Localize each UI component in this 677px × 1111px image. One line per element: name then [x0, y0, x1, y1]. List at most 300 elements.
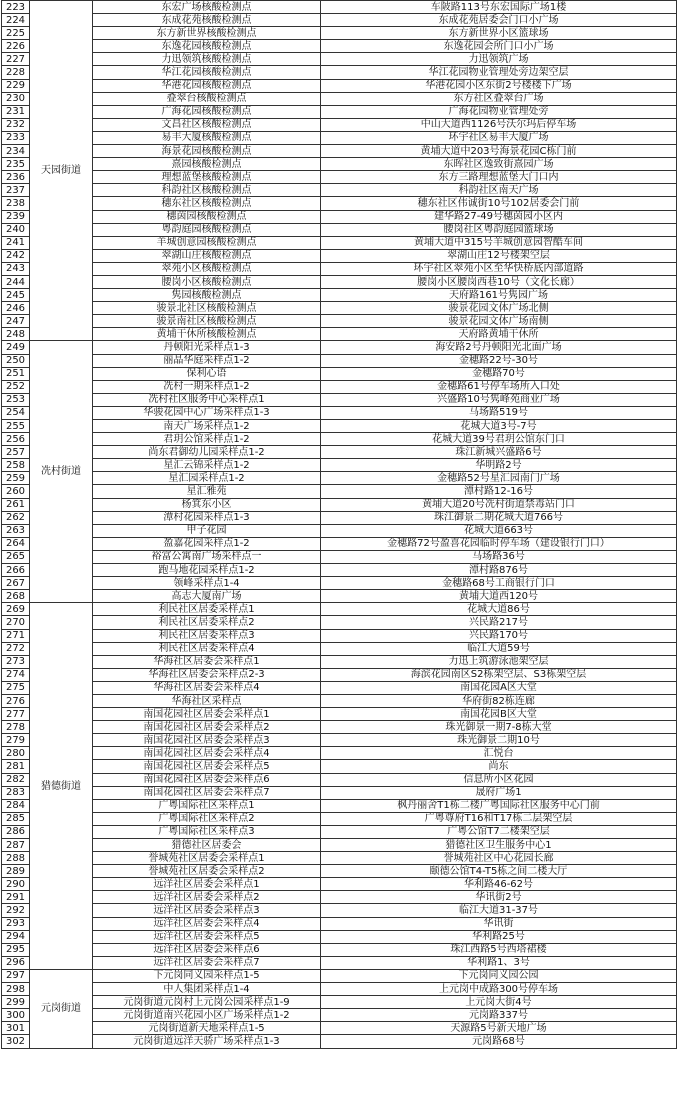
row-number-cell: 268 [2, 590, 30, 603]
site-name-cell: 翠湖山庄核酸检测点 [93, 249, 321, 262]
site-name-cell: 翠苑小区核酸检测点 [93, 262, 321, 275]
table-row [2, 341, 677, 354]
site-name-cell: 广粤国际社区采样点3 [93, 825, 321, 838]
table-row [2, 655, 677, 668]
row-number-cell: 258 [2, 459, 30, 472]
site-name-cell: 易丰大厦核酸检测点 [93, 131, 321, 144]
site-name-cell: 海景花园核酸检测点 [93, 145, 321, 158]
table-row [2, 943, 677, 956]
site-name-cell: 利民社区居委采样点1 [93, 603, 321, 616]
site-name-cell: 广粤国际社区采样点2 [93, 812, 321, 825]
site-address-cell: 兴民路170号 [321, 629, 677, 642]
table-row [2, 184, 677, 197]
row-number-cell: 270 [2, 616, 30, 629]
row-number-cell: 267 [2, 577, 30, 590]
table-row [2, 642, 677, 655]
site-address-cell: 华利路25号 [321, 930, 677, 943]
row-number-cell: 261 [2, 498, 30, 511]
row-number-cell: 263 [2, 524, 30, 537]
row-number-cell: 246 [2, 302, 30, 315]
street-name-cell: 冼村街道 [30, 341, 93, 603]
table-row [2, 694, 677, 707]
site-name-cell: 广粤国际社区采样点1 [93, 799, 321, 812]
table-row [2, 249, 677, 262]
site-name-cell: 保利心语 [93, 367, 321, 380]
site-name-cell: 杨箕东小区 [93, 498, 321, 511]
site-name-cell: 理想蓝堡核酸检测点 [93, 171, 321, 184]
site-name-cell: 东宏广场核酸检测点 [93, 1, 321, 14]
row-number-cell: 256 [2, 433, 30, 446]
site-address-cell: 珠光御景二期10号 [321, 734, 677, 747]
street-name-cell: 天园街道 [30, 1, 93, 341]
table-row [2, 197, 677, 210]
site-name-cell: 南国花园社区居委会采样点2 [93, 721, 321, 734]
row-number-cell: 301 [2, 1022, 30, 1035]
site-address-cell: 临江大道31-37号 [321, 904, 677, 917]
site-address-cell: 华府街82栋连廊 [321, 694, 677, 707]
site-address-cell: 华利路46-62号 [321, 878, 677, 891]
table-row [2, 629, 677, 642]
table-row [2, 1022, 677, 1035]
row-number-cell: 296 [2, 956, 30, 969]
site-address-cell: 汇悦台 [321, 747, 677, 760]
table-row [2, 983, 677, 996]
row-number-cell: 265 [2, 550, 30, 563]
site-address-cell: 腰岗小区腰岗西巷10号（文化长廊） [321, 275, 677, 288]
table-row [2, 118, 677, 131]
site-name-cell: 盈嘉花园采样点1-2 [93, 537, 321, 550]
table-row [2, 786, 677, 799]
row-number-cell: 269 [2, 603, 30, 616]
site-address-cell: 穗东社区伟诚街10号102居委会门前 [321, 197, 677, 210]
row-number-cell: 228 [2, 66, 30, 79]
site-address-cell: 马场路519号 [321, 406, 677, 419]
site-name-cell: 华海社区采样点 [93, 694, 321, 707]
site-address-cell: 猎德社区卫生服务中心1 [321, 839, 677, 852]
site-address-cell: 珠江西路5号西塔裙楼 [321, 943, 677, 956]
table-row [2, 564, 677, 577]
site-name-cell: 甲子花园 [93, 524, 321, 537]
row-number-cell: 282 [2, 773, 30, 786]
row-number-cell: 242 [2, 249, 30, 262]
table-row [2, 590, 677, 603]
table-row [2, 996, 677, 1009]
site-name-cell: 冼村社区服务中心采样点1 [93, 393, 321, 406]
site-address-cell: 环宇社区翠苑小区至华快桥底内部道路 [321, 262, 677, 275]
site-address-cell: 珠江新城兴盛路6号 [321, 446, 677, 459]
site-address-cell: 上元岗大街4号 [321, 996, 677, 1009]
site-name-cell: 隽园核酸检测点 [93, 289, 321, 302]
site-name-cell: 穗茵园核酸检测点 [93, 210, 321, 223]
table-row [2, 66, 677, 79]
table-row [2, 1035, 677, 1048]
row-number-cell: 247 [2, 315, 30, 328]
site-name-cell: 远洋社区居委会采样点4 [93, 917, 321, 930]
table-row [2, 236, 677, 249]
site-address-cell: 天府路黄埔干休所 [321, 328, 677, 341]
site-address-cell: 花城大道86号 [321, 603, 677, 616]
site-address-cell: 誉城苑社区中心花园长廊 [321, 852, 677, 865]
street-name-cell: 猎德街道 [30, 603, 93, 970]
site-address-cell: 华讯街 [321, 917, 677, 930]
row-number-cell: 276 [2, 694, 30, 707]
site-address-cell: 海滨花园南区S2栋架空层、S3栋架空层 [321, 668, 677, 681]
row-number-cell: 259 [2, 472, 30, 485]
row-number-cell: 285 [2, 812, 30, 825]
site-name-cell: 羊城创意园核酸检测点 [93, 236, 321, 249]
site-name-cell: 华海社区居委会采样点1 [93, 655, 321, 668]
site-name-cell: 潭村花园采样点1-3 [93, 511, 321, 524]
site-address-cell: 元岗路68号 [321, 1035, 677, 1048]
table-row [2, 577, 677, 590]
table-row [2, 53, 677, 66]
table-row [2, 328, 677, 341]
table-row [2, 681, 677, 694]
row-number-cell: 279 [2, 734, 30, 747]
row-number-cell: 266 [2, 564, 30, 577]
row-number-cell: 262 [2, 511, 30, 524]
row-number-cell: 287 [2, 839, 30, 852]
table-row [2, 616, 677, 629]
row-number-cell: 234 [2, 145, 30, 158]
site-address-cell: 颐德公馆T4-T5栋之间二楼大厅 [321, 865, 677, 878]
site-name-cell: 元岗街道新天地采样点1-5 [93, 1022, 321, 1035]
row-number-cell: 241 [2, 236, 30, 249]
table-body [2, 1, 677, 1049]
site-name-cell: 尚东君御幼儿园采样点1-2 [93, 446, 321, 459]
site-address-cell: 海安路2号丹顿阳光北面广场 [321, 341, 677, 354]
site-address-cell: 广粤尊府T16和T17栋二层架空层 [321, 812, 677, 825]
site-address-cell: 建华路27-49号穗茵园小区内 [321, 210, 677, 223]
table-row [2, 354, 677, 367]
site-address-cell: 花城大道3号-7号 [321, 420, 677, 433]
row-number-cell: 300 [2, 1009, 30, 1022]
row-number-cell: 253 [2, 393, 30, 406]
table-row [2, 289, 677, 302]
table-row [2, 1, 677, 14]
table-row [2, 472, 677, 485]
table-row [2, 131, 677, 144]
site-address-cell: 黄埔大道中203号海景花园C栋门前 [321, 145, 677, 158]
row-number-cell: 286 [2, 825, 30, 838]
site-address-cell: 潭村路876号 [321, 564, 677, 577]
site-name-cell: 华海社区居委会采样点4 [93, 681, 321, 694]
site-address-cell: 华港花园小区东街2号楼楼下广场 [321, 79, 677, 92]
table-row [2, 105, 677, 118]
site-name-cell: 腰岗小区核酸检测点 [93, 275, 321, 288]
site-address-cell: 骏景花园文体广场南侧 [321, 315, 677, 328]
row-number-cell: 243 [2, 262, 30, 275]
table-row [2, 485, 677, 498]
table-row [2, 865, 677, 878]
site-address-cell: 力迅上筑游泳池架空层 [321, 655, 677, 668]
row-number-cell: 254 [2, 406, 30, 419]
row-number-cell: 236 [2, 171, 30, 184]
site-name-cell: 东逸花园核酸检测点 [93, 40, 321, 53]
site-name-cell: 丹顿阳光采样点1-3 [93, 341, 321, 354]
site-name-cell: 南国花园社区居委会采样点6 [93, 773, 321, 786]
table-row [2, 904, 677, 917]
row-number-cell: 277 [2, 708, 30, 721]
site-name-cell: 远洋社区居委会采样点6 [93, 943, 321, 956]
table-row [2, 708, 677, 721]
site-name-cell: 远洋社区居委会采样点1 [93, 878, 321, 891]
site-address-cell: 尚东 [321, 760, 677, 773]
site-name-cell: 中人集团采样点1-4 [93, 983, 321, 996]
site-name-cell: 骏景南社区核酸检测点 [93, 315, 321, 328]
table-row [2, 315, 677, 328]
table-row [2, 917, 677, 930]
table-row [2, 380, 677, 393]
table-row [2, 498, 677, 511]
site-name-cell: 叠翠台核酸检测点 [93, 92, 321, 105]
row-number-cell: 227 [2, 53, 30, 66]
site-name-cell: 穗东社区核酸检测点 [93, 197, 321, 210]
site-address-cell: 科韵社区南天广场 [321, 184, 677, 197]
site-address-cell: 力迅领筑广场 [321, 53, 677, 66]
site-address-cell: 珠江御景二期花城大道766号 [321, 511, 677, 524]
site-name-cell: 力迅领筑核酸检测点 [93, 53, 321, 66]
site-address-cell: 骏景花园文体广场北侧 [321, 302, 677, 315]
row-number-cell: 230 [2, 92, 30, 105]
site-name-cell: 丽晶华庭采样点1-2 [93, 354, 321, 367]
table-row [2, 367, 677, 380]
table-row [2, 158, 677, 171]
site-name-cell: 利民社区居委采样点4 [93, 642, 321, 655]
table-row [2, 550, 677, 563]
site-address-cell: 信息所小区花园 [321, 773, 677, 786]
table-row [2, 956, 677, 969]
site-name-cell: 冼村一期采样点1-2 [93, 380, 321, 393]
site-name-cell: 远洋社区居委会采样点2 [93, 891, 321, 904]
table-row [2, 825, 677, 838]
row-number-cell: 231 [2, 105, 30, 118]
row-number-cell: 298 [2, 983, 30, 996]
site-name-cell: 元岗街道远洋天骄广场采样点1-3 [93, 1035, 321, 1048]
site-address-cell: 环宇社区易丰大厦广场 [321, 131, 677, 144]
site-name-cell: 黄埔干休所核酸检测点 [93, 328, 321, 341]
site-name-cell: 东成花苑核酸检测点 [93, 14, 321, 27]
site-address-cell: 兴盛路10号隽峰苑商业广场 [321, 393, 677, 406]
site-address-cell: 华明路2号 [321, 459, 677, 472]
row-number-cell: 278 [2, 721, 30, 734]
table-row [2, 524, 677, 537]
site-name-cell: 华海社区居委会采样点2-3 [93, 668, 321, 681]
row-number-cell: 235 [2, 158, 30, 171]
site-address-cell: 珠光御景一期7-8栋大堂 [321, 721, 677, 734]
site-address-cell: 金穗路72号盈喜花园临时停车场（建设银行门口） [321, 537, 677, 550]
row-number-cell: 297 [2, 969, 30, 982]
row-number-cell: 232 [2, 118, 30, 131]
site-name-cell: 下元岗同义园采样点1-5 [93, 969, 321, 982]
row-number-cell: 239 [2, 210, 30, 223]
table-row [2, 734, 677, 747]
table-row [2, 747, 677, 760]
table-row [2, 145, 677, 158]
row-number-cell: 244 [2, 275, 30, 288]
site-address-cell: 黄埔大道中315号羊城创意园智酷车间 [321, 236, 677, 249]
site-name-cell: 南国花园社区居委会采样点1 [93, 708, 321, 721]
site-name-cell: 裕富公寓南广场采样点一 [93, 550, 321, 563]
table-row [2, 1009, 677, 1022]
site-name-cell: 广海花园核酸检测点 [93, 105, 321, 118]
row-number-cell: 271 [2, 629, 30, 642]
site-address-cell: 东方三路理想蓝堡大门口内 [321, 171, 677, 184]
row-number-cell: 272 [2, 642, 30, 655]
site-address-cell: 金穗路52号星汇园南门广场 [321, 472, 677, 485]
row-number-cell: 226 [2, 40, 30, 53]
row-number-cell: 250 [2, 354, 30, 367]
site-address-cell: 临江大道59号 [321, 642, 677, 655]
site-address-cell: 广粤公馆T7二楼架空层 [321, 825, 677, 838]
table-row [2, 40, 677, 53]
table-row [2, 210, 677, 223]
site-address-cell: 花城大道39号君玥公馆东门口 [321, 433, 677, 446]
row-number-cell: 294 [2, 930, 30, 943]
site-name-cell: 元岗街道元岗村上元岗公园采样点1-9 [93, 996, 321, 1009]
site-address-cell: 腰岗社区粤韵庭园篮球场 [321, 223, 677, 236]
table-row [2, 668, 677, 681]
site-address-cell: 马场路36号 [321, 550, 677, 563]
table-row [2, 852, 677, 865]
table-row [2, 446, 677, 459]
table-row [2, 878, 677, 891]
row-number-cell: 248 [2, 328, 30, 341]
table-row [2, 420, 677, 433]
site-name-cell: 华港花园核酸检测点 [93, 79, 321, 92]
table-row [2, 812, 677, 825]
site-address-cell: 下元岗同义园公园 [321, 969, 677, 982]
site-address-cell: 兴民路217号 [321, 616, 677, 629]
site-name-cell: 星汇云锦采样点1-2 [93, 459, 321, 472]
site-address-cell: 华利路1、3号 [321, 956, 677, 969]
row-number-cell: 291 [2, 891, 30, 904]
table-row [2, 459, 677, 472]
table-row [2, 27, 677, 40]
site-name-cell: 星汇雅苑 [93, 485, 321, 498]
site-name-cell: 南国花园社区居委会采样点5 [93, 760, 321, 773]
site-address-cell: 华讯街2号 [321, 891, 677, 904]
site-name-cell: 誉城苑社区居委会采样点1 [93, 852, 321, 865]
site-address-cell: 东成花苑居委会门口小广场 [321, 14, 677, 27]
row-number-cell: 224 [2, 14, 30, 27]
table-row [2, 171, 677, 184]
site-name-cell: 南国花园社区居委会采样点7 [93, 786, 321, 799]
row-number-cell: 251 [2, 367, 30, 380]
row-number-cell: 302 [2, 1035, 30, 1048]
row-number-cell: 283 [2, 786, 30, 799]
site-name-cell: 君玥公馆采样点1-2 [93, 433, 321, 446]
site-address-cell: 车陂路113号东宏国际广场1楼 [321, 1, 677, 14]
table-row [2, 773, 677, 786]
site-name-cell: 远洋社区居委会采样点3 [93, 904, 321, 917]
table-row [2, 511, 677, 524]
table-row [2, 433, 677, 446]
site-address-cell: 天府路161号隽园广场 [321, 289, 677, 302]
site-name-cell: 骏景北社区核酸检测点 [93, 302, 321, 315]
site-address-cell: 黄埔大道西120号 [321, 590, 677, 603]
row-number-cell: 249 [2, 341, 30, 354]
table-row [2, 839, 677, 852]
site-name-cell: 东方新世界核酸检测点 [93, 27, 321, 40]
row-number-cell: 223 [2, 1, 30, 14]
table-row [2, 393, 677, 406]
table-row [2, 760, 677, 773]
site-address-cell: 东晖社区逸致街熹园广场 [321, 158, 677, 171]
site-address-cell: 华江花园物业管理处旁边架空层 [321, 66, 677, 79]
site-name-cell: 高志大厦南广场 [93, 590, 321, 603]
site-address-cell: 翠湖山庄12号楼架空层 [321, 249, 677, 262]
site-name-cell: 远洋社区居委会采样点5 [93, 930, 321, 943]
table-row [2, 537, 677, 550]
row-number-cell: 290 [2, 878, 30, 891]
table-row [2, 79, 677, 92]
site-name-cell: 元岗街道南兴花园小区广场采样点1-2 [93, 1009, 321, 1022]
table-row [2, 92, 677, 105]
site-address-cell: 金穗路61号停车场所入口处 [321, 380, 677, 393]
row-number-cell: 237 [2, 184, 30, 197]
site-address-cell: 中山大道西1126号沃尔玛后停车场 [321, 118, 677, 131]
site-name-cell: 科韵社区核酸检测点 [93, 184, 321, 197]
site-name-cell: 远洋社区居委会采样点7 [93, 956, 321, 969]
row-number-cell: 295 [2, 943, 30, 956]
row-number-cell: 260 [2, 485, 30, 498]
row-number-cell: 233 [2, 131, 30, 144]
site-name-cell: 南国花园社区居委会采样点4 [93, 747, 321, 760]
site-name-cell: 文昌社区核酸检测点 [93, 118, 321, 131]
site-name-cell: 利民社区居委采样点2 [93, 616, 321, 629]
site-name-cell: 南国花园社区居委会采样点3 [93, 734, 321, 747]
table-row [2, 406, 677, 419]
site-address-cell: 元岗路337号 [321, 1009, 677, 1022]
site-address-cell: 上元岗中成路300号停车场 [321, 983, 677, 996]
site-name-cell: 华骏花园中心广场采样点1-3 [93, 406, 321, 419]
row-number-cell: 273 [2, 655, 30, 668]
table-row [2, 302, 677, 315]
site-address-cell: 天源路5号新天地广场 [321, 1022, 677, 1035]
table-row [2, 262, 677, 275]
row-number-cell: 264 [2, 537, 30, 550]
table-row [2, 891, 677, 904]
table-row [2, 969, 677, 982]
table-row [2, 223, 677, 236]
site-name-cell: 猎德社区居委会 [93, 839, 321, 852]
site-address-cell: 黄埔大道20号冼村街道禁毒站门口 [321, 498, 677, 511]
site-name-cell: 华江花园核酸检测点 [93, 66, 321, 79]
table-row [2, 930, 677, 943]
table-row [2, 14, 677, 27]
row-number-cell: 299 [2, 996, 30, 1009]
site-address-cell: 金穗路70号 [321, 367, 677, 380]
site-address-cell: 东方社区叠翠台广场 [321, 92, 677, 105]
row-number-cell: 293 [2, 917, 30, 930]
site-address-cell: 金穗路22号-30号 [321, 354, 677, 367]
row-number-cell: 274 [2, 668, 30, 681]
site-address-cell: 潭村路12-16号 [321, 485, 677, 498]
row-number-cell: 255 [2, 420, 30, 433]
site-address-cell: 南国花园B区大堂 [321, 708, 677, 721]
row-number-cell: 292 [2, 904, 30, 917]
site-address-cell: 东逸花园会所门口小广场 [321, 40, 677, 53]
street-name-cell: 元岗街道 [30, 969, 93, 1048]
site-address-cell: 金穗路68号工商银行门口 [321, 577, 677, 590]
site-address-cell: 广海花园物业管理处旁 [321, 105, 677, 118]
site-name-cell: 星汇园采样点1-2 [93, 472, 321, 485]
row-number-cell: 252 [2, 380, 30, 393]
row-number-cell: 245 [2, 289, 30, 302]
row-number-cell: 275 [2, 681, 30, 694]
site-address-cell: 东方新世界小区篮球场 [321, 27, 677, 40]
